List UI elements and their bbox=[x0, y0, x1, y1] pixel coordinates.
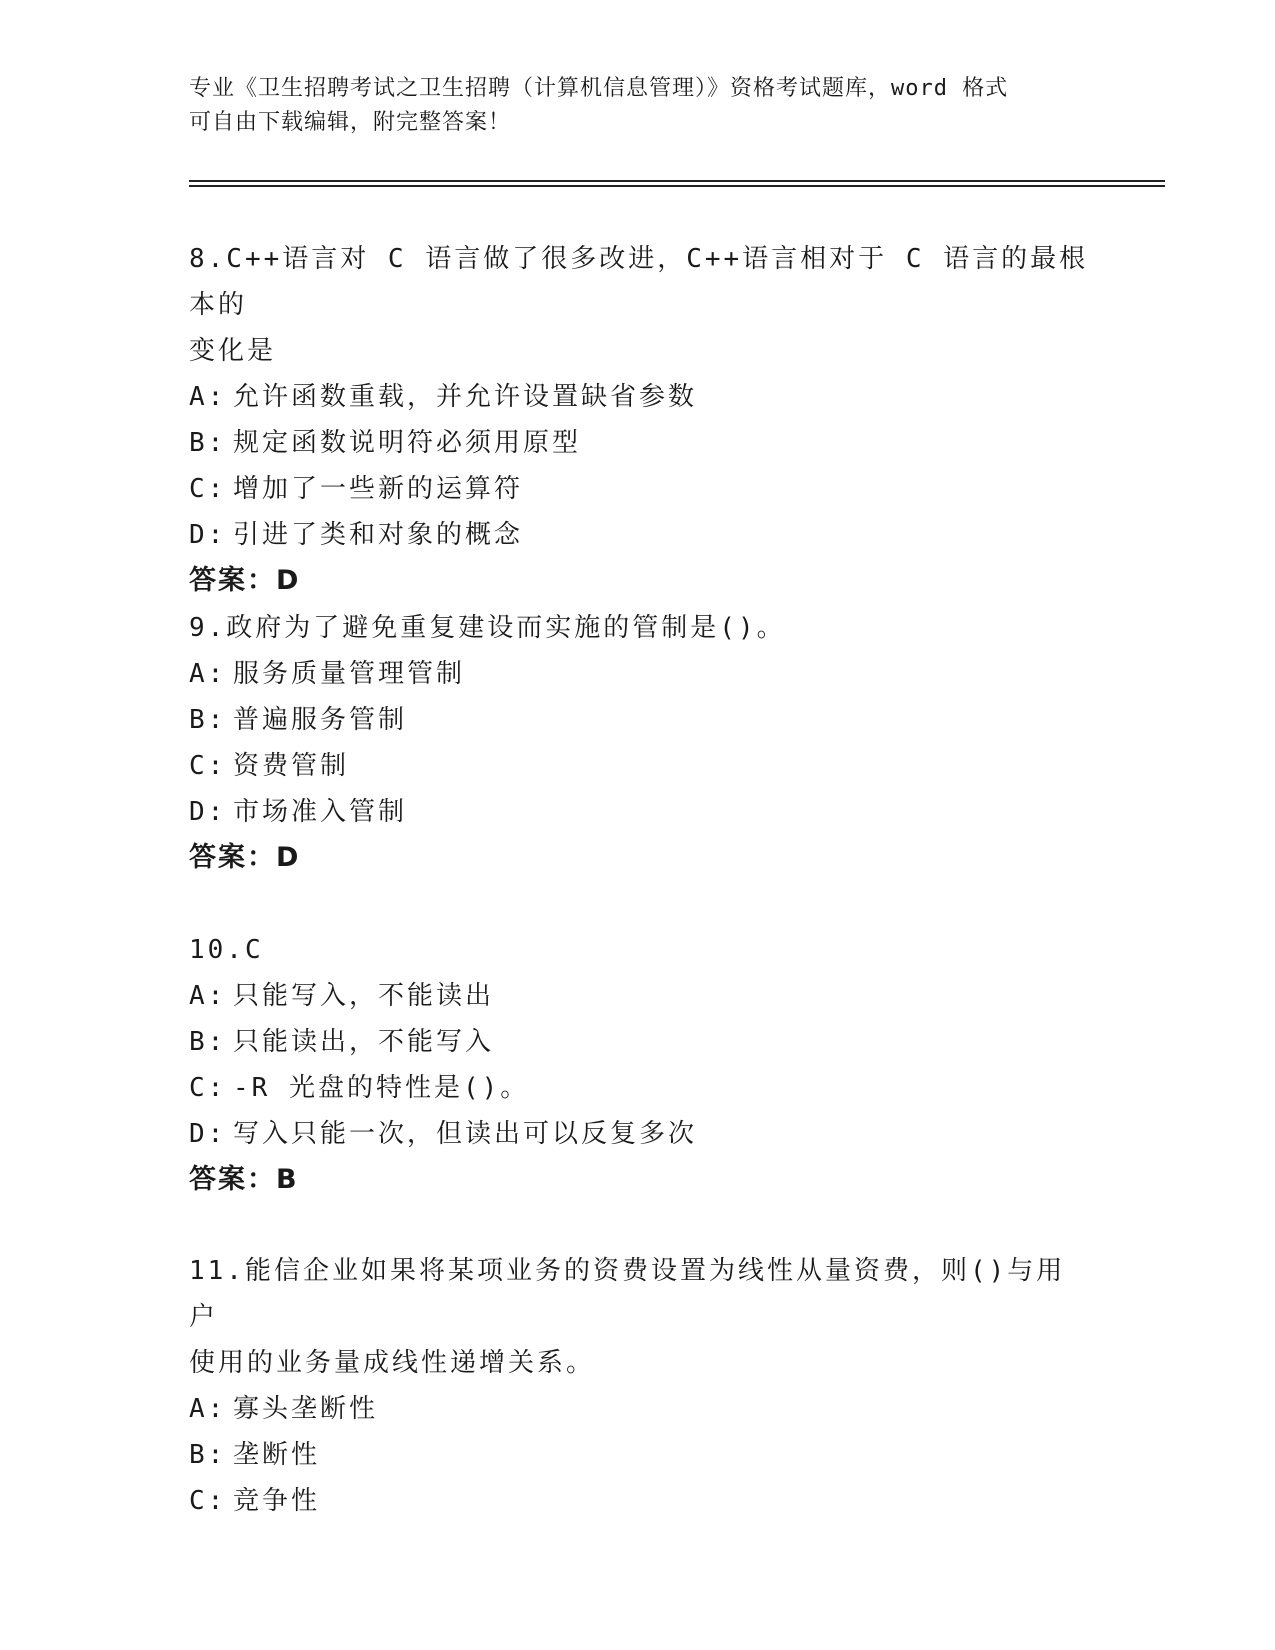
option-key: A: bbox=[189, 1394, 227, 1424]
option-a bbox=[189, 1386, 1089, 1432]
question-stem-line-1: 11.能信企业如果将某项业务的资费设置为线性从量资费，则()与用户 bbox=[189, 1256, 1066, 1332]
option-key: B: bbox=[189, 1440, 227, 1470]
question-9 bbox=[189, 605, 1089, 881]
option-b bbox=[189, 420, 1089, 466]
question-stem-line-2: 变化是 bbox=[189, 336, 277, 366]
option-text: 寡头垄断性 bbox=[233, 1394, 379, 1424]
option-d bbox=[189, 512, 1089, 558]
option-key: D: bbox=[189, 520, 227, 550]
option-key: D: bbox=[189, 1119, 227, 1149]
option-key: B: bbox=[189, 428, 227, 458]
option-b bbox=[189, 697, 1089, 743]
question-stem-line-1: 8.C++语言对 C 语言做了很多改进，C++语言相对于 C 语言的最根本的 bbox=[189, 244, 1089, 320]
answer-line: 答案：B bbox=[189, 1164, 299, 1195]
question-10 bbox=[189, 927, 1089, 1203]
option-text: 增加了一些新的运算符 bbox=[233, 474, 524, 504]
option-text: 资费管制 bbox=[233, 751, 350, 781]
option-b bbox=[189, 1432, 1089, 1478]
option-key: C: bbox=[189, 474, 227, 504]
option-text: 垄断性 bbox=[233, 1440, 321, 1470]
option-text: 只能写入，不能读出 bbox=[233, 981, 495, 1011]
document-header bbox=[189, 72, 1089, 140]
option-c bbox=[189, 743, 1089, 789]
option-text: 只能读出，不能写入 bbox=[233, 1027, 495, 1057]
option-key: C: bbox=[189, 1486, 227, 1516]
option-text: 服务质量管理管制 bbox=[233, 659, 466, 689]
header-divider-top bbox=[189, 180, 1165, 182]
option-a bbox=[189, 973, 1089, 1019]
option-key: C: bbox=[189, 751, 227, 781]
option-key: A: bbox=[189, 659, 227, 689]
option-text: 市场准入管制 bbox=[233, 797, 408, 827]
header-divider-bottom bbox=[189, 185, 1165, 187]
option-text: 写入只能一次，但读出可以反复多次 bbox=[233, 1119, 698, 1149]
option-key: C: bbox=[189, 1073, 227, 1103]
option-c bbox=[189, 1478, 1089, 1524]
header-line-1: 专业《卫生招聘考试之卫生招聘（计算机信息管理）》资格考试题库，word 格式 bbox=[189, 76, 1009, 101]
option-key: A: bbox=[189, 981, 227, 1011]
question-11 bbox=[189, 1248, 1089, 1524]
option-text: 引进了类和对象的概念 bbox=[233, 520, 524, 550]
option-key: B: bbox=[189, 1027, 227, 1057]
option-key: A: bbox=[189, 382, 227, 412]
option-text: 规定函数说明符必须用原型 bbox=[233, 428, 582, 458]
answer-line: 答案：D bbox=[189, 565, 301, 596]
question-stem-line-1: 9.政府为了避免重复建设而实施的管制是()。 bbox=[189, 613, 786, 643]
option-c bbox=[189, 1065, 1089, 1111]
option-key: B: bbox=[189, 705, 227, 735]
option-b bbox=[189, 1019, 1089, 1065]
question-stem-line-2: 使用的业务量成线性递增关系。 bbox=[189, 1348, 596, 1378]
question-stem-line-1: 10.C bbox=[189, 935, 264, 965]
option-text: 普遍服务管制 bbox=[233, 705, 408, 735]
option-a bbox=[189, 374, 1089, 420]
option-text: 允许函数重载，并允许设置缺省参数 bbox=[233, 382, 698, 412]
answer-line: 答案：D bbox=[189, 842, 301, 873]
option-text: 竞争性 bbox=[233, 1486, 321, 1516]
option-text: -R 光盘的特性是()。 bbox=[233, 1073, 530, 1103]
option-a bbox=[189, 651, 1089, 697]
header-line-2: 可自由下载编辑，附完整答案！ bbox=[189, 110, 512, 135]
question-8 bbox=[189, 236, 1089, 604]
option-c bbox=[189, 466, 1089, 512]
option-d bbox=[189, 789, 1089, 835]
option-key: D: bbox=[189, 797, 227, 827]
option-d bbox=[189, 1111, 1089, 1157]
